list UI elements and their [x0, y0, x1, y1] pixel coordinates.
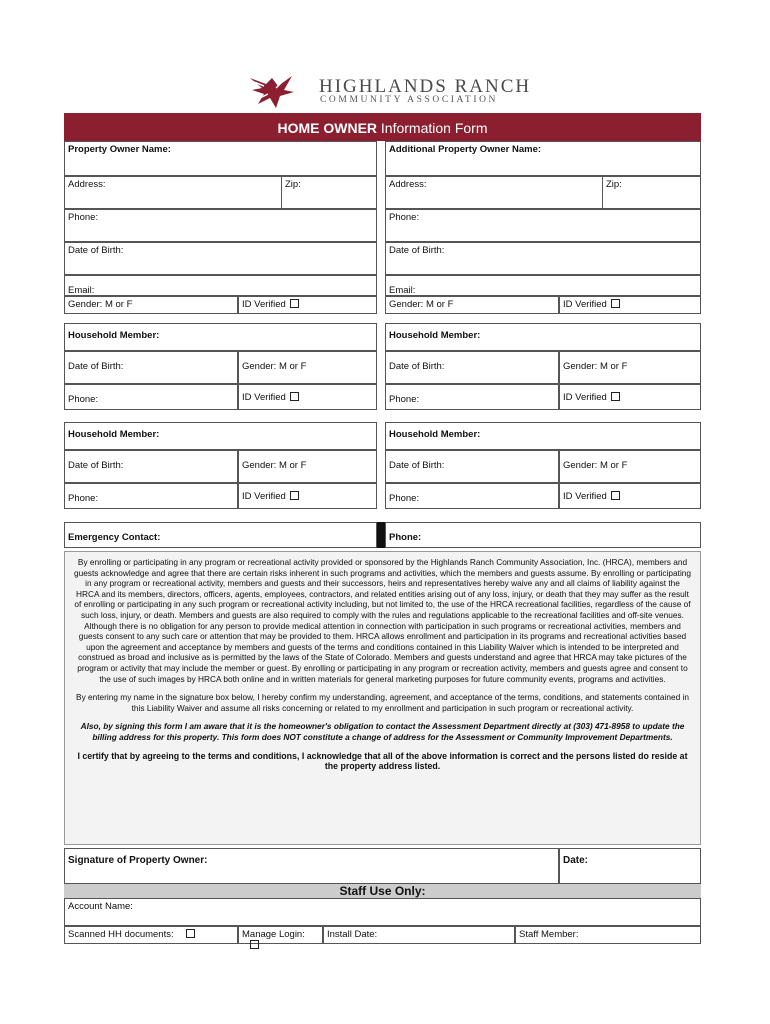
- hm4-dob-field[interactable]: Date of Birth:: [385, 450, 559, 483]
- owner-email-field[interactable]: Email:: [64, 275, 377, 296]
- checkbox-icon[interactable]: [611, 491, 620, 500]
- scanned-documents-field[interactable]: Scanned HH documents:: [64, 926, 238, 944]
- hm3-id-verified[interactable]: ID Verified: [238, 483, 377, 509]
- owner-zip-field[interactable]: Zip:: [281, 176, 377, 209]
- hm4-phone-field[interactable]: Phone:: [385, 483, 559, 509]
- staff-member-field[interactable]: Staff Member:: [515, 926, 701, 944]
- account-name-field[interactable]: Account Name:: [64, 898, 701, 926]
- checkbox-icon[interactable]: [250, 940, 259, 949]
- additional-dob-field[interactable]: Date of Birth:: [385, 242, 701, 275]
- emergency-phone-field[interactable]: Phone:: [385, 522, 701, 548]
- owner-dob-field[interactable]: Date of Birth:: [64, 242, 377, 275]
- additional-zip-field[interactable]: Zip:: [602, 176, 701, 209]
- staff-use-header: Staff Use Only:: [64, 884, 701, 898]
- property-owner-name-field[interactable]: Property Owner Name:: [64, 141, 377, 176]
- hm1-phone-field[interactable]: Phone:: [64, 384, 238, 410]
- household-member-2-field[interactable]: Household Member:: [385, 323, 701, 351]
- liability-waiver: [64, 551, 701, 845]
- owner-phone-field[interactable]: Phone:: [64, 209, 377, 242]
- additional-id-verified[interactable]: ID Verified: [559, 296, 701, 314]
- additional-email-field[interactable]: Email:: [385, 275, 701, 296]
- assessment-notice: Also, by signing this form I am aware that it is the homeowner's obligation to contact the Assessment Department directly at (303) 471-8958 to update the billing address for this property. This form does NOT constitute a change of address for the Assessment or Community Improvement Departments.: [80, 721, 685, 742]
- manage-login-field[interactable]: Manage Login:: [238, 926, 323, 944]
- form-title: HOME OWNER Information Form: [64, 113, 701, 141]
- hm2-dob-field[interactable]: Date of Birth:: [385, 351, 559, 384]
- additional-phone-field[interactable]: Phone:: [385, 209, 701, 242]
- checkbox-icon[interactable]: [290, 392, 299, 401]
- hm3-phone-field[interactable]: Phone:: [64, 483, 238, 509]
- additional-address-field[interactable]: Address:: [385, 176, 603, 209]
- hm3-gender-field[interactable]: Gender: M or F: [238, 450, 377, 483]
- checkbox-icon[interactable]: [290, 491, 299, 500]
- hm4-id-verified[interactable]: ID Verified: [559, 483, 701, 509]
- certification-statement: I certify that by agreeing to the terms and conditions, I acknowledge that all of the above information is correct and the persons listed do reside at the property address listed.: [77, 750, 688, 772]
- owner-gender-field[interactable]: Gender: M or F: [64, 296, 238, 314]
- checkbox-icon[interactable]: [290, 299, 299, 308]
- checkbox-icon[interactable]: [611, 392, 620, 401]
- hm1-dob-field[interactable]: Date of Birth:: [64, 351, 238, 384]
- household-member-4-field[interactable]: Household Member:: [385, 422, 701, 450]
- hm1-id-verified[interactable]: ID Verified: [238, 384, 377, 410]
- owner-signature-field[interactable]: Signature of Property Owner:: [64, 848, 559, 884]
- checkbox-icon[interactable]: [186, 929, 195, 938]
- signature-date-field[interactable]: Date:: [559, 848, 701, 884]
- hm4-gender-field[interactable]: Gender: M or F: [559, 450, 701, 483]
- divider: [377, 522, 385, 548]
- install-date-field[interactable]: Install Date:: [323, 926, 515, 944]
- hm2-gender-field[interactable]: Gender: M or F: [559, 351, 701, 384]
- logo-title: HIGHLANDS RANCH: [319, 76, 532, 97]
- additional-owner-name-field[interactable]: Additional Property Owner Name:: [385, 141, 701, 176]
- emergency-contact-field[interactable]: Emergency Contact:: [64, 522, 377, 548]
- waiver-confirmation: By entering my name in the signature box below, I hereby confirm my understanding, agreement, and acceptance of the terms, conditions, and statements contained in this Liability Waiver and assume all risks concerning or related to my enrollment and participation in such program or recreational activity.: [76, 692, 689, 713]
- hm2-id-verified[interactable]: ID Verified: [559, 384, 701, 410]
- owner-address-field[interactable]: Address:: [64, 176, 282, 209]
- household-member-1-field[interactable]: Household Member:: [64, 323, 377, 351]
- hm3-dob-field[interactable]: Date of Birth:: [64, 450, 238, 483]
- checkbox-icon[interactable]: [611, 299, 620, 308]
- hawk-logo-icon: [248, 74, 298, 110]
- owner-id-verified[interactable]: ID Verified: [238, 296, 377, 314]
- additional-gender-field[interactable]: Gender: M or F: [385, 296, 559, 314]
- logo-subtitle: COMMUNITY ASSOCIATION: [320, 95, 499, 105]
- hm2-phone-field[interactable]: Phone:: [385, 384, 559, 410]
- household-member-3-field[interactable]: Household Member:: [64, 422, 377, 450]
- waiver-paragraph: By enrolling or participating in any program or recreational activity provided or sponsored by the Highlands Ranch Community Association, Inc. (HRCA), members and guests acknowledge and agree that there are certain risks inherent in such programs and activities, which the members and guests assume. By enrolling or participating in any program or recreational activity, members and guests and their successors, heirs and representatives hereby waive any and all claims of liability against the HRCA and its members, directors, officers, agents, employees, contractors, and related entities arising out of any loss, injury, or death that they may suffer as the result of enrolling or participating in any such program or recreational activity including, but not limited to, the use of the HRCA recreational facilities, regardless of the cause of such loss, injury, or death. Members and guests are also required to comply with the rules and regulations applicable to the recreational facilities and off-site venues. Although there is no obligation for any person to provide medical attention in connection with participation in such programs or recreational activities, members and guests consent to any such care or attention that may be provided to them. HRCA allows enrollment and participation in its programs and recreational activities based upon the agreement and acceptance by members and guests of the terms and conditions contained in this Liability Waiver which is intended to be interpreted and construed as broad and inclusive as is permitted by the laws of the State of Colorado. Members and guests understand and agree that HRCA may take pictures of the program or activity that may include the member or guest. By enrolling or participating in any program or recreation activity, members and guests agree and consent to the use of such images by HRCA both online and in written materials for general marketing purposes for future community events, programs and activities.: [73, 557, 692, 684]
- hm1-gender-field[interactable]: Gender: M or F: [238, 351, 377, 384]
